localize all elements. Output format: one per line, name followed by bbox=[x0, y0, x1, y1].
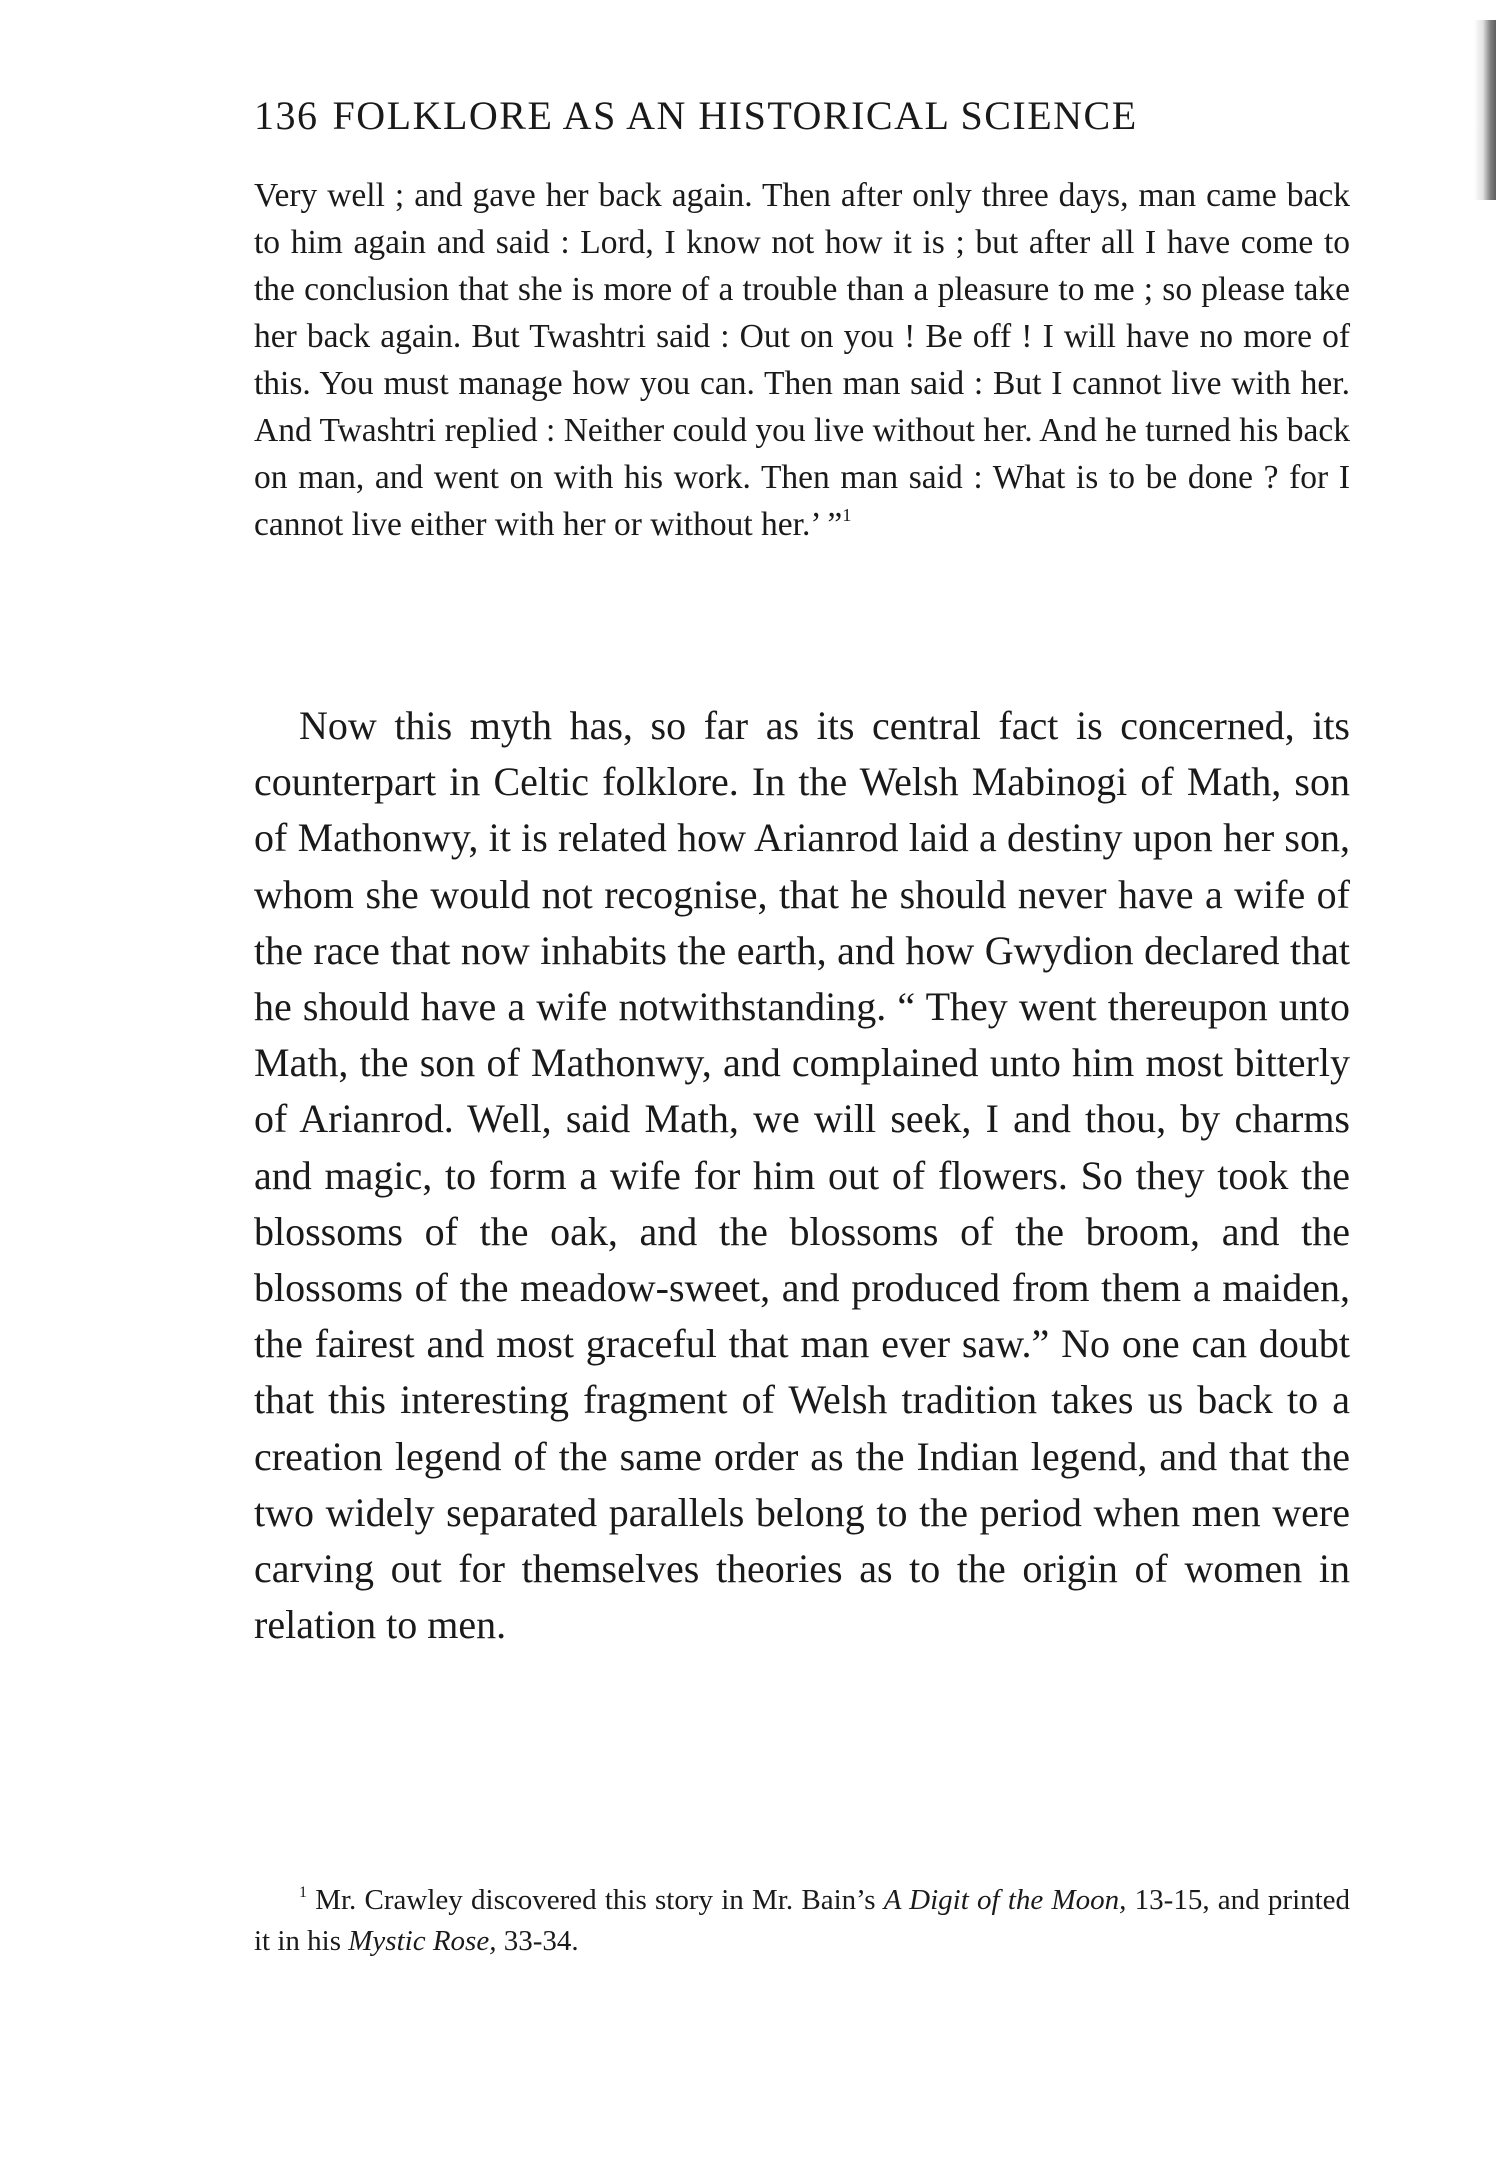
page-edge-shadow bbox=[1474, 20, 1496, 200]
body-paragraph: Now this myth has, so far as its central fact is concerned, its counterpart in Celtic folklore. In the Welsh Mabinogi of Math, son of Mathonwy, it is related how Arianrod laid a destiny upon her son, whom she would not recognise, that he should never have a wife of the race that now inhabits the earth, and how Gwydion declared that he should have a wife notwithstanding. “ They went thereupon unto Math, the son of Mathonwy, and complained unto him most bitterly of Arianrod. Well, said Math, we will seek, I and thou, by charms and magic, to form a wife for him out of flowers. So they took the blossoms of the oak, and the blossoms of the broom, and the blossoms of the meadow-sweet, and produced from them a maiden, the fairest and most graceful that man ever saw.” No one can doubt that this interesting fragment of Welsh tradition takes us back to a creation legend of the same order as the Indian legend, and that the two widely separated parallels belong to the period when men were carving out for themselves theories as to the origin of women in relation to men. bbox=[254, 703, 1350, 1648]
footnote-marker: 1 bbox=[299, 1884, 307, 1902]
footnote-paragraph bbox=[254, 1880, 1350, 1962]
running-title: FOLKLORE AS AN HISTORICAL SCIENCE bbox=[332, 93, 1138, 138]
footnote bbox=[254, 1880, 1350, 1962]
running-head bbox=[254, 92, 1354, 139]
page-number: 136 bbox=[254, 93, 319, 138]
footnote-title-2: Mystic Rose, bbox=[348, 1925, 497, 1957]
footnote-text-1: Mr. Crawley discovered this story in Mr. Bain’s bbox=[315, 1884, 876, 1916]
quoted-passage bbox=[254, 172, 1350, 548]
footnote-text-2: 13-15, and printed it in his bbox=[254, 1884, 1351, 1957]
quoted-paragraph bbox=[254, 172, 1350, 548]
body-text bbox=[254, 698, 1350, 1653]
quoted-text: Very well ; and gave her back again. Then after only three days, man came back to him again and said : Lord, I know not how it is ; but after all I have come to the conclusion that she is more of a trouble than a pleasure to me ; so please take her back again. But Twashtri said : Out on you ! Be off ! I will have no more of this. You must manage how you can. Then man said : But I cannot live with her. And Twashtri replied : Neither could you live without her. And he turned his back on man, and went on with his work. Then man said : What is to be done ? for I cannot live either with her or without her.’ ” bbox=[254, 177, 1350, 543]
footnote-text-3: 33-34. bbox=[503, 1925, 579, 1957]
footnote-reference: 1 bbox=[842, 505, 852, 526]
footnote-title-1: A Digit of the Moon, bbox=[883, 1884, 1127, 1916]
